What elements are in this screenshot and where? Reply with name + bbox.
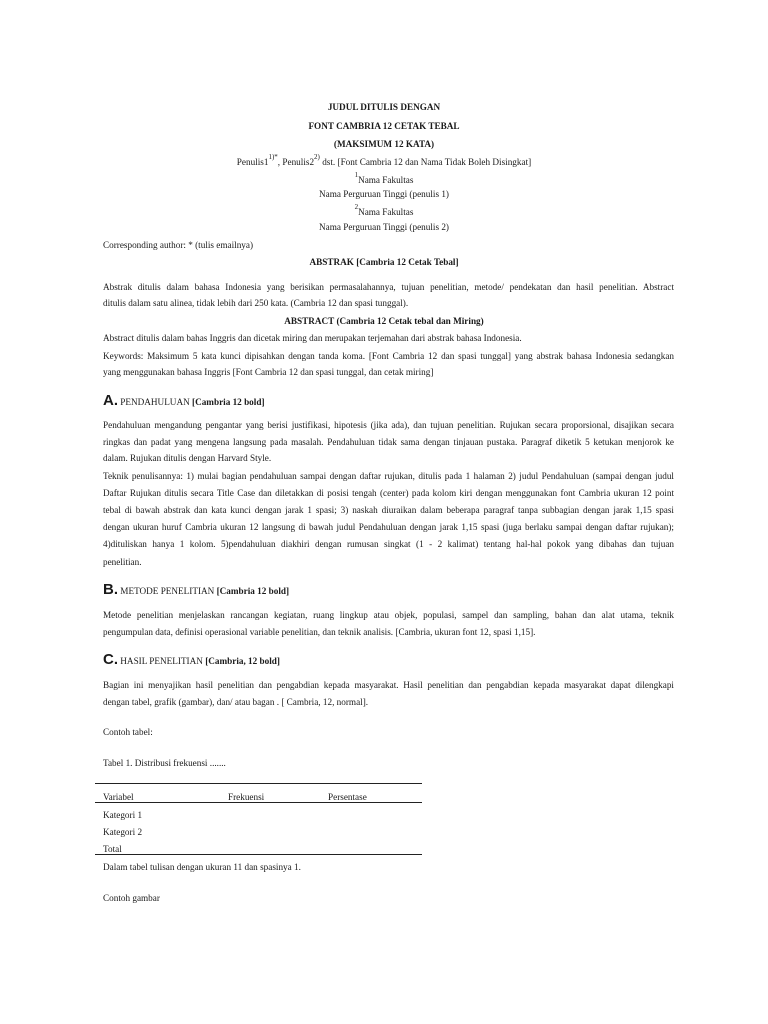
abstract-heading: ABSTRACT (Cambria 12 Cetak tebal dan Miring) [284,316,484,326]
section-a-title: PENDAHULUAN [120,397,193,407]
section-a-note: Cambria 12 bold] [195,397,265,407]
table-header-variabel: Variabel [103,792,134,802]
author-line [0,153,768,169]
abstract-paragraph: Abstract ditulis dalam bahas Inggris dan dicetak miring dan merupakan terjemahan dari abstrak bahasa Indonesia. [103,333,522,343]
keywords-line-2: yang menggunakan bahasa Inggris [Font Cambria 12 dan spasi tunggal, dan cetak miring] [103,367,434,377]
section-a-line-3: dalam. Rujukan ditulis dengan Harvard Style. [103,453,272,463]
keywords-line-1: Keywords: Maksimum 5 kata kunci dipisahkan dengan tanda koma. [Font Cambria 12 dan spasi tunggal] yang abstrak bahasa Indonesia sedangkan [103,351,674,361]
section-c-line-2: dengan tabel, grafik (gambar), dan/ atau bagan . [ Cambria, 12, normal]. [103,697,369,707]
affil-2-university: Nama Perguruan Tinggi (penulis 2) [319,222,449,232]
corresponding-author: Corresponding author: * (tulis emailnya) [103,240,254,250]
section-a-line-8: 4)dituliskan hanya 1 kolom. 5)pendahuluan diakhiri dengan rumusan singkat (1 - 2 kalimat) tentang hal-hal pokok yang dibahas dan tujuan [103,539,674,549]
section-b-line-1: Metode penelitian menjelaskan rancangan kegiatan, ruang lingkup atau objek, populasi, sampel dan sampling, bahan dan alat utama, teknik [103,610,674,620]
section-a-line-1: Pendahuluan mengandung pengantar yang berisi justifikasi, hipotesis (jika ada), dan tujuan penelitian. Rujukan secara proporsional, disajikan secara [103,420,674,430]
section-c-title: HASIL PENELITIAN [120,656,206,666]
section-a-line-4: Teknik penulisannya: 1) mulai bagian pendahuluan sampai dengan daftar rujukan, ditulis pada 1 halaman 2) judul Pendahuluan (sampai dengan judul [103,471,674,481]
table-row: Kategori 1 [103,810,143,820]
section-a-letter: A. [103,392,118,409]
section-c-note: Cambria, 12 bold] [208,656,280,666]
affil-2-faculty: $^2$Nama Fakultas [354,203,414,217]
section-a-line-6: tebal di bawah abstrak dan kata kunci dengan jarak 1 spasi; 3) naskah diuraikan dalam beberapa paragraf tanpa subbagian dengan jarak 1,15 spasi [103,505,674,515]
abstrak-line-1: Abstrak ditulis dalam bahasa Indonesia yang berisikan permasalahannya, tujuan penelitian, metode/ pendekatan dan hasil penelitian. Abstract [103,282,674,292]
section-a-line-5: Daftar Rujukan ditulis secara Title Case dan diletakkan di posisi tengah (center) pada kolom kiri dengan menggunakan font Cambria ukuran 12 point [103,488,674,498]
title-line-1: JUDUL DITULIS DENGAN [327,102,441,112]
section-b-letter: B. [103,581,118,598]
table-header-persentase: Persentase [328,792,367,802]
section-b-title: METODE PENELITIAN [120,586,217,596]
section-a-line-9: penelitian. [103,557,142,567]
table-top-rule [95,783,422,784]
title-line-2: FONT CAMBRIA 12 CETAK TEBAL [308,121,460,131]
author-2-sup: 2) [314,153,320,161]
table-note: Dalam tabel tulisan dengan ukuran 11 dan spasinya 1. [103,862,301,872]
section-c-line-1: Bagian ini menyajikan hasil penelitian dan pengabdian kepada masyarakat. Hasil penelitian dan pengabdian kepada masyarakat dapat dilengkapi [103,680,674,690]
table-bottom-rule [95,854,422,855]
section-a-heading: A. PENDAHULUAN [Cambria 12 bold] [103,392,265,409]
table-header-rule [95,802,422,803]
section-b-note: Cambria 12 bold] [219,586,290,596]
table-caption: Tabel 1. Distribusi frekuensi ....... [103,758,226,768]
section-b-heading: B. METODE PENELITIAN [Cambria 12 bold] [103,581,290,598]
contoh-tabel-label: Contoh tabel: [103,727,153,737]
section-c-heading: C. HASIL PENELITIAN [Cambria, 12 bold] [103,651,280,668]
abstrak-line-2: ditulis dalam satu alinea, tidak lebih dari 250 kata. (Cambria 12 dan spasi tunggal). [103,298,409,308]
affil-1-faculty: $^1$Nama Fakultas [354,171,414,185]
author-separator: , Penulis2 [277,157,315,167]
section-b-line-2: pengumpulan data, definisi operasional variable penelitian, dan teknik analisis. [Cambria, ukuran font 12, spasi 1,15]. [103,627,536,637]
table-header-frekuensi: Frekuensi [228,792,265,802]
contoh-gambar-label: Contoh gambar [103,893,160,903]
author-1: Penulis1 [236,157,269,167]
affil-1-university: Nama Perguruan Tinggi (penulis 1) [319,189,449,199]
section-a-line-7: dengan ukuran huruf Cambria ukuran 12 langsung di bawah judul Pendahuluan dengan jarak 1,15 spasi (juga berlaku sampai dengan daftar rujukan); [103,522,674,532]
abstrak-heading: ABSTRAK [Cambria 12 Cetak Tebal] [309,257,459,267]
section-c-letter: C. [103,651,118,668]
author-1-sup: 1)* [268,153,278,161]
table-row-total: Total [103,844,122,854]
author-note: dst. [Font Cambria 12 dan Nama Tidak Boleh Disingkat] [322,157,532,167]
table-row: Kategori 2 [103,827,143,837]
title-line-3: (MAKSIMUM 12 KATA) [333,139,435,149]
section-a-line-2: ringkas dan padat yang mengena langsung pada masalah. Pendahuluan tidak sama dengan tinjauan pustaka. Paragraf diketik 5 ketukan menjorok ke [103,437,674,447]
